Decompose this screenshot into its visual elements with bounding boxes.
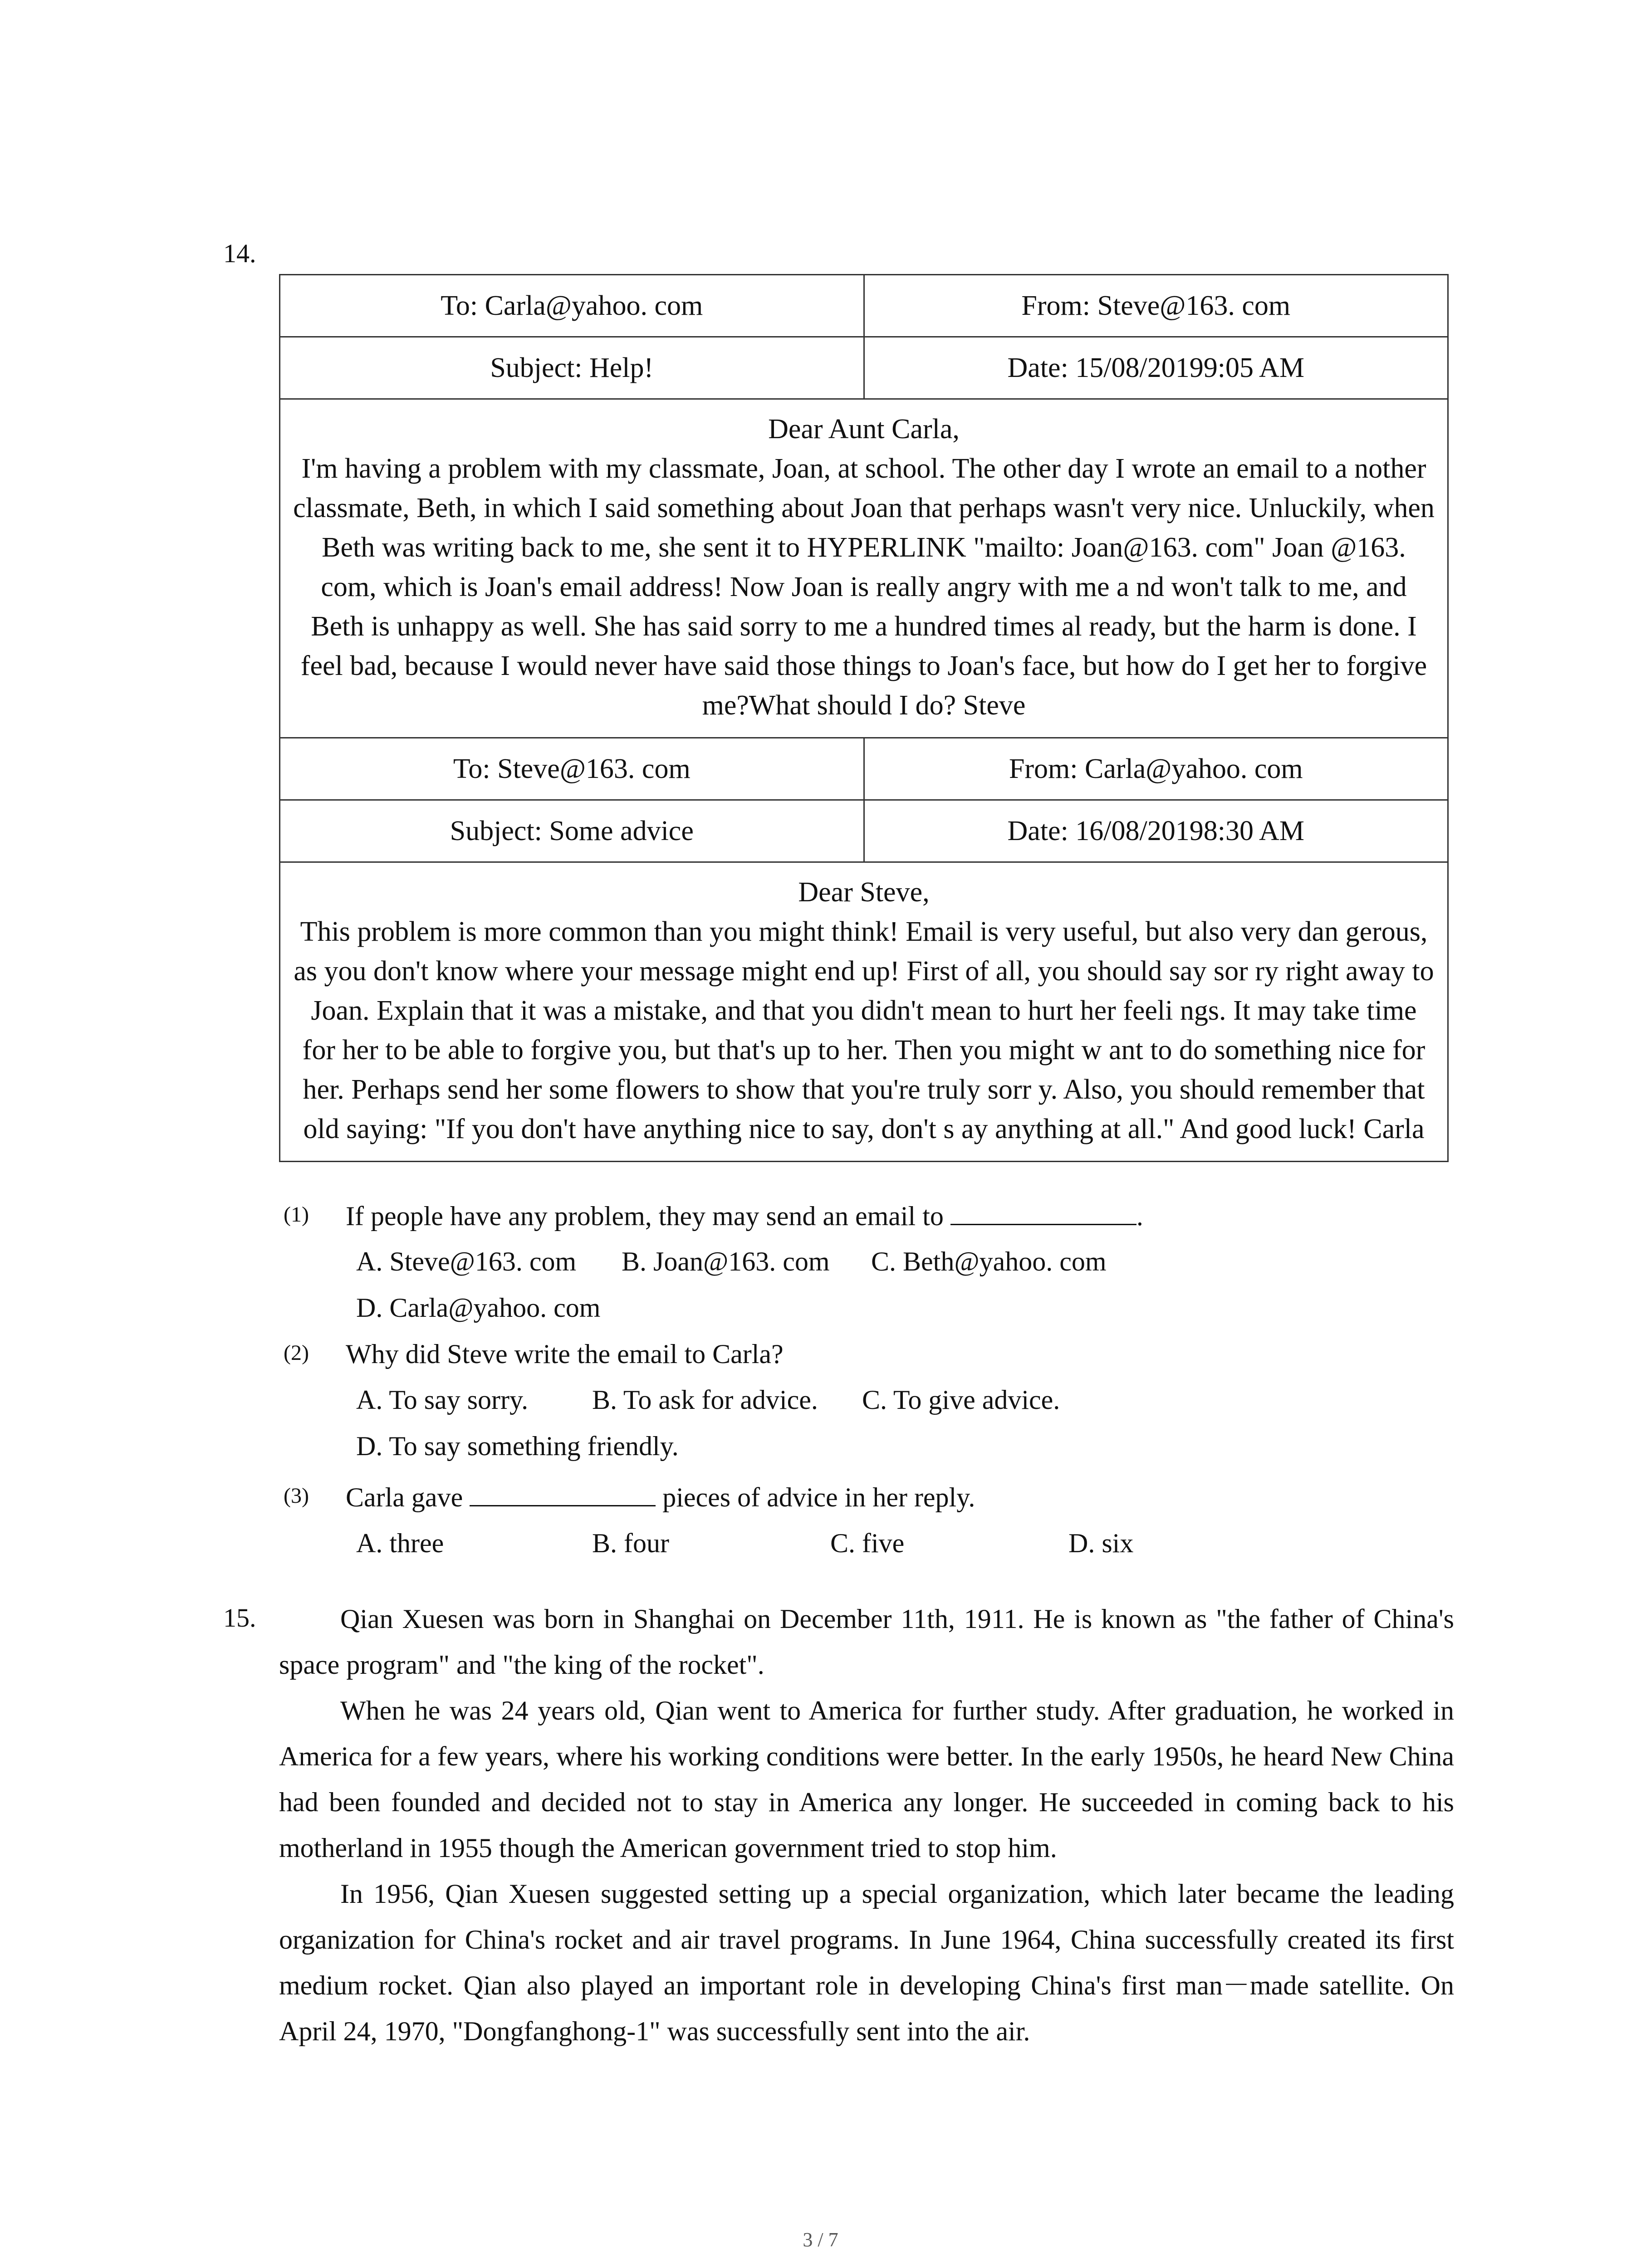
email1-to: To: Carla@yahoo. com [280,275,864,337]
email1-greeting: Dear Aunt Carla, [768,414,960,445]
option-b: B. Joan@163. com [622,1246,830,1276]
email1-date: Date: 15/08/20199:05 AM [864,337,1448,399]
email-exchange-table [279,274,1449,1162]
passage-paragraph-1: Qian Xuesen was born in Shanghai on December 11th, 1911. He is known as "the father of China's space program" and "the king of the rocket". [279,1604,1454,1680]
email1-subject: Subject: Help! [280,337,864,399]
sub-question-number-3: (3) [284,1484,309,1508]
option-d: D. To say something friendly. [356,1431,679,1461]
email2-to: To: Steve@163. com [280,738,864,800]
sub-question-number-2: (2) [284,1341,309,1365]
option-d: D. six [1068,1528,1134,1558]
question-number-15: 15. [223,1603,256,1633]
email2-subject: Subject: Some advice [280,800,864,862]
reading-passage-15 [279,1596,1454,2054]
email1-body: I'm having a problem with my classmate, Joan, at school. The other day I wrote an email to a nother classmate, Beth, in which I said something about Joan that perhaps wasn't very nice. Unluckily, when Beth was writing back to me, she sent it to HYPERLINK "mailto: Joan@163. com" Joan @163. com, which is Joan's email address! Now Joan is really angry with me a nd won't talk to me, and Beth is unhappy as well. She has said sorry to me a hundred times al ready, but the harm is done. I feel bad, because I would never have said those things to Joan's face, but how do I get her to forgive me?What should I do? Steve [293,453,1435,721]
answer-blank [950,1200,1136,1225]
option-a: A. To say sorry. [356,1385,529,1415]
sub-question-1-stem-text: If people have any problem, they may send an email to [346,1201,944,1231]
sub-question-1-stem-end: . [1136,1201,1143,1231]
email2-body: This problem is more common than you might think! Email is very useful, but also very dan gerous, as you don't know where your message might end up! First of all, you should say sor ry right away to Joan. Explain that it was a mistake, and that you didn't mean to hurt her feeli ngs. It may take time for her to be able to forgive you, but that's up to her. Then you might w ant to do something nice for her. Perhaps send her some flowers to show that you're truly sorr y. Also, you should remember that old saying: "If you don't have anything nice to say, don't s ay anything at all." And good luck! Carla [294,916,1434,1144]
option-c: C. To give advice. [862,1385,1060,1415]
page-number: 3 / 7 [803,2229,838,2251]
option-b: B. four [592,1528,669,1558]
sub-question-2-stem: Why did Steve write the email to Carla? [346,1339,784,1369]
answer-blank [470,1481,656,1506]
sub-question-3-stem [346,1481,975,1513]
option-d: D. Carla@yahoo. com [356,1293,601,1323]
option-c: C. Beth@yahoo. com [871,1246,1107,1276]
passage-paragraph-3: In 1956, Qian Xuesen suggested setting up a special organization, which later became the leading organization for China's rocket and air travel programs. In June 1964, China successfully created its first medium rocket. Qian also played an important role in developing China's first man－made satellite. On April 24, 1970, "Dongfanghong-1" was successfully sent into the air. [279,1879,1454,2046]
email2-body-cell [280,862,1448,1162]
sub-question-3-stem-text: Carla gave [346,1482,463,1512]
option-b: B. To ask for advice. [592,1385,818,1415]
option-a: A. Steve@163. com [356,1246,577,1276]
sub-question-3-stem-end: pieces of advice in her reply. [662,1482,975,1512]
email2-from: From: Carla@yahoo. com [864,738,1448,800]
email1-from: From: Steve@163. com [864,275,1448,337]
passage-paragraph-2: When he was 24 years old, Qian went to America for further study. After graduation, he worked in America for a few years, where his working conditions were better. In the early 1950s, he heard New China had been founded and decided not to stay in America any longer. He succeeded in coming back to his motherland in 1955 though the American government tried to stop him. [279,1696,1454,1863]
option-a: A. three [356,1528,444,1558]
email1-body-cell [280,399,1448,738]
option-c: C. five [830,1528,905,1558]
email2-date: Date: 16/08/20198:30 AM [864,800,1448,862]
sub-question-1-stem [346,1200,1143,1232]
sub-question-number-1: (1) [284,1202,309,1227]
email2-greeting: Dear Steve, [798,877,930,908]
question-number-14: 14. [223,239,256,268]
